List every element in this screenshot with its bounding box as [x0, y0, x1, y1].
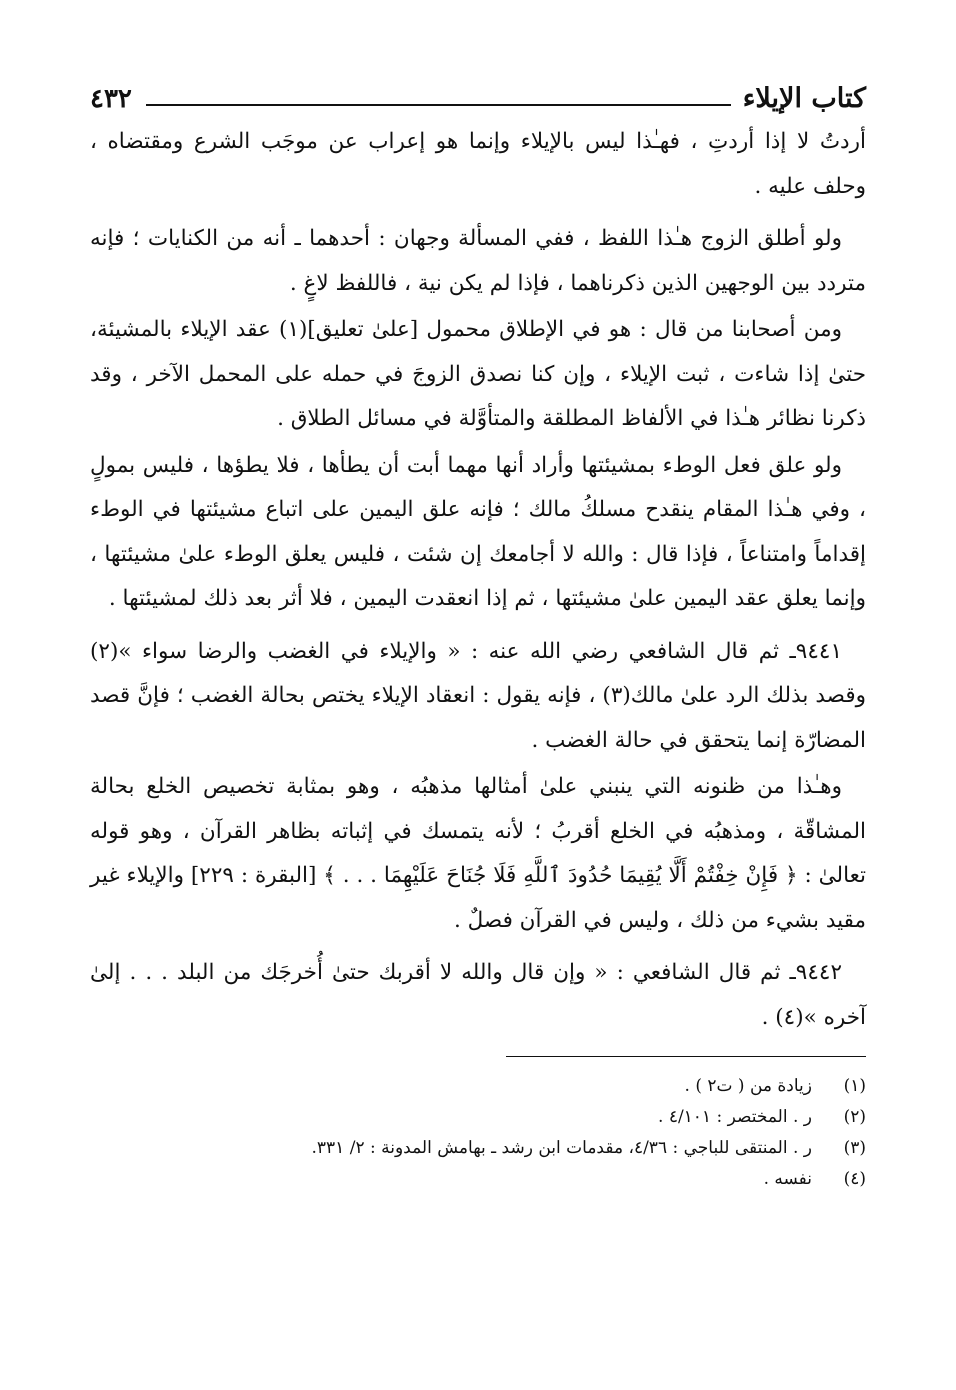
paragraph: ولو علق فعل الوطء بمشيئتها وأراد أنها مهما أبت أن يطأها ، فلا يطؤها ، فليس بمولٍ ، وفي هـٰذا المقام ينقدح مسلكُ مالك ؛ فإنه علق اليمين على اتباع مشيئتها في الوطء إقداماً وامتناعاً ، فإذا قال : والله لا أجامعك إن شئت ، فليس يعلق الوطء علىٰ مشيئتها ، وإنما يعلق عقد اليمين علىٰ مشيئتها ، ثم إذا انعقدت اليمين ، فلا أثر بعد ذلك لمشيئتها .	[90, 452, 866, 611]
footnote-text: نفسه .	[763, 1169, 812, 1189]
paragraph: أردتُ لا إذا أردتِ ، فهـٰذا ليس بالإيلاء وإنما هو إعراب عن موجَب الشرع ومقتضاه ، وحلف عليه .	[90, 129, 866, 199]
paragraph: وهـٰذا من ظنونه التي ينبني علىٰ أمثالها مذهبُه ، وهو بمثابة تخصيص الخلع بحالة المشاقّة ، ومذهبُه في الخلع أقربُ ؛ لأنه يتمسك في إثباته بظاهر القرآن ، وهو قوله تعالىٰ : ﴿ فَإِنْ خِفْتُمْ أَلَّا يُقِيمَا حُدُودَ ٱللَّهِ فَلَا جُنَاحَ عَلَيْهِمَا . . . ﴾ [البقرة : ٢٢٩] والإيلاء غير مقيد بشيء من ذلك ، وليس في القرآن فصلٌ .	[90, 774, 866, 933]
running-title: كتاب الإيلاء	[742, 83, 866, 114]
footnote	[90, 1071, 866, 1102]
footnote	[90, 1164, 866, 1195]
paragraph: ٩٤٤١ـ ثم قال الشافعي رضي الله عنه : « والإيلاء في الغضب والرضا سواء »(٢) وقصد بذلك الرد علىٰ مالك(٣) ، فإنه يقول : انعقاد الإيلاء يختص بحالة الغضب ؛ فإنَّ قصد المضارّة إنما يتحقق في حالة الغضب .	[90, 638, 866, 753]
page-number: ٤٣٢	[90, 84, 132, 114]
footnote-number: (٤)	[843, 1169, 866, 1189]
page-header	[90, 78, 866, 114]
paragraph: ٩٤٤٢ـ ثم قال الشافعي : « وإن قال والله لا أقربك حتىٰ أُخرجَك من البلد . . . إلىٰ آخره »(٤) .	[90, 960, 866, 1030]
footnote	[90, 1133, 866, 1164]
footnote-text: ر . المنتقى للباجي : ٤/٣٦، مقدمات ابن رشد ـ بهامش المدونة : ٢/ ٣٣١.	[311, 1138, 812, 1158]
footnote-number: (٣)	[843, 1138, 866, 1158]
footnote	[90, 1102, 866, 1133]
footnote-text: زيادة من ( ت٢ ) .	[684, 1076, 812, 1096]
paragraph: ومن أصحابنا من قال : هو في الإطلاق محمول [علىٰ تعليق](١) عقد الإيلاء بالمشيئة، حتىٰ إذا شاءت ، ثبت الإيلاء ، وإن كنا نصدق الزوجَ في حمله على المحمل الآخر ، وقد ذكرنا نظائر هـٰذا في الألفاظ المطلقة والمتأوَّلة في مسائل الطلاق .	[90, 317, 866, 431]
header-rule	[146, 104, 731, 106]
book-page	[90, 78, 866, 1195]
footnotes	[90, 1071, 866, 1195]
paragraph: ولو أطلق الزوج هـٰذا اللفظ ، ففي المسألة وجهان : أحدهما ـ أنه من الكنايات ؛ فإنه متردد بين الوجهين الذين ذكرناهما ، فإذا لم يكن نية ، فاللفظ لاغٍ .	[90, 226, 866, 296]
footnote-number: (١)	[843, 1076, 866, 1096]
footnote-number: (٢)	[843, 1107, 866, 1127]
main-text	[90, 120, 866, 1040]
footnote-divider	[506, 1056, 866, 1057]
footnote-text: ر . المختصر : ٤/١٠١ .	[658, 1107, 812, 1127]
